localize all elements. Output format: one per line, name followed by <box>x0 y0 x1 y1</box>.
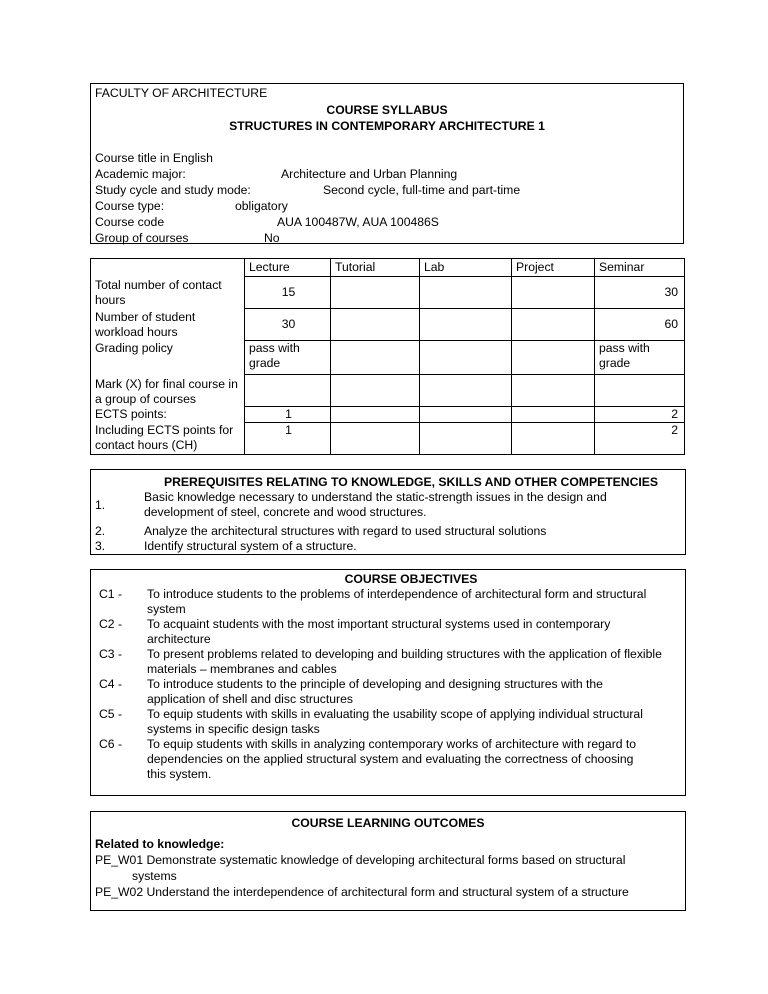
header-box <box>90 83 684 244</box>
course-title: STRUCTURES IN CONTEMPORARY ARCHITECTURE 1 <box>229 119 545 133</box>
objective-code: C3 - <box>99 647 123 661</box>
cell-lecture: 1 <box>245 423 331 455</box>
objective-text: To acquaint students with the most important structural systems used in contemporary architecture <box>147 617 611 646</box>
outcomes-box <box>90 811 686 911</box>
table-row <box>91 375 685 407</box>
outcomes-heading: COURSE LEARNING OUTCOMES <box>291 816 485 830</box>
info-label-code: Course code <box>95 215 165 229</box>
row-label: Mark (X) for final course in a group of courses <box>91 375 245 407</box>
cell-project <box>512 309 595 341</box>
cell-lab <box>420 407 512 423</box>
info-label-type: Course type: <box>95 199 165 213</box>
cell-project <box>512 423 595 455</box>
cell-tutorial <box>331 423 420 455</box>
objective-text: To introduce students to the principle of developing and designing structures with the application of shell and disc structures <box>147 677 603 706</box>
list-item <box>95 520 681 539</box>
list-item <box>95 587 683 617</box>
cell-project <box>512 277 595 309</box>
info-value-group: No <box>264 231 280 245</box>
column-header: Lab <box>420 259 512 277</box>
list-item <box>95 490 681 520</box>
cell-lab <box>420 277 512 309</box>
cell-lab <box>420 309 512 341</box>
cell-project <box>512 341 595 375</box>
table-row <box>91 407 685 423</box>
cell-project <box>512 375 595 407</box>
cell-seminar: 2 <box>595 407 685 423</box>
objective-text: To present problems related to developing and building structures with the application of flexible materials – membranes and cables <box>147 647 662 676</box>
list-item <box>95 737 683 782</box>
cell-lab <box>420 341 512 375</box>
item-number: 1. <box>95 498 106 512</box>
objective-code: C5 - <box>99 707 123 721</box>
list-item <box>95 707 683 737</box>
prerequisites-heading: PREREQUISITES RELATING TO KNOWLEDGE, SKILLS AND OTHER COMPETENCIES <box>163 475 659 489</box>
column-header: Seminar <box>595 259 685 277</box>
cell-lab <box>420 375 512 407</box>
objective-text: To equip students with skills in evaluating the usability scope of applying individual structural systems in specific design tasks <box>147 707 643 736</box>
table-row <box>91 341 685 375</box>
item-text: Basic knowledge necessary to understand the static-strength issues in the design and development of steel, concrete and wood structures. <box>144 490 607 519</box>
outcome-line: PE_W01 Demonstrate systematic knowledge of developing architectural forms based on structural <box>95 853 626 867</box>
cell-tutorial <box>331 341 420 375</box>
row-label: Number of student workload hours <box>91 309 245 341</box>
outcome-line: PE_W02 Understand the interdependence of architectural form and structural system of a structure <box>95 885 629 899</box>
cell-seminar: 30 <box>595 277 685 309</box>
list-item <box>95 677 683 707</box>
table-row <box>91 423 685 455</box>
table-row <box>91 277 685 309</box>
cell-tutorial <box>331 375 420 407</box>
cell-lecture: 1 <box>245 407 331 423</box>
info-value-cycle: Second cycle, full-time and part-time <box>323 183 521 197</box>
syllabus-title: COURSE SYLLABUS <box>326 103 448 117</box>
cell-project <box>512 407 595 423</box>
knowledge-subheading: Related to knowledge: <box>95 837 225 851</box>
objectives-box <box>90 569 686 796</box>
objectives-heading: COURSE OBJECTIVES <box>344 572 478 586</box>
info-label-cycle: Study cycle and study mode: <box>95 183 251 197</box>
cell-lecture: pass with grade <box>245 341 331 375</box>
cell-seminar: 2 <box>595 423 685 455</box>
row-label: Total number of contact hours <box>91 277 245 309</box>
cell-seminar: 60 <box>595 309 685 341</box>
prerequisites-box <box>90 469 686 555</box>
objective-text: To equip students with skills in analyzing contemporary works of architecture with regard to dependencies on the applied structural system and evaluating the correctness of choosing this system. <box>147 737 637 781</box>
info-value-major: Architecture and Urban Planning <box>281 167 458 181</box>
cell-lecture: 15 <box>245 277 331 309</box>
list-item <box>95 647 683 677</box>
objective-text: To introduce students to the problems of interdependence of architectural form and structural system <box>147 587 647 616</box>
info-label-title: Course title in English <box>95 151 213 165</box>
cell-tutorial <box>331 407 420 423</box>
outcome-line-continued: systems <box>132 869 177 883</box>
item-text: Identify structural system of a structure. <box>144 539 357 553</box>
cell-seminar <box>595 375 685 407</box>
table-header-row <box>91 259 685 277</box>
row-label: ECTS points: <box>91 407 245 423</box>
objective-code: C6 - <box>99 737 123 751</box>
table-row <box>91 309 685 341</box>
objective-code: C2 - <box>99 617 123 631</box>
cell-lecture <box>245 375 331 407</box>
info-value-type: obligatory <box>235 199 288 213</box>
row-label: Grading policy <box>91 341 245 375</box>
item-text: Analyze the architectural structures with regard to used structural solutions <box>144 524 547 538</box>
cell-tutorial <box>331 309 420 341</box>
cell-tutorial <box>331 277 420 309</box>
objective-code: C1 - <box>99 587 123 601</box>
info-value-code: AUA 100487W, AUA 100486S <box>277 215 439 229</box>
column-header: Tutorial <box>331 259 420 277</box>
hours-table <box>90 258 685 455</box>
item-number: 2. <box>95 524 106 538</box>
column-header: Lecture <box>245 259 331 277</box>
faculty-name: FACULTY OF ARCHITECTURE <box>95 86 268 100</box>
item-number: 3. <box>95 539 106 553</box>
info-label-major: Academic major: <box>95 167 186 181</box>
cell-lecture: 30 <box>245 309 331 341</box>
objective-code: C4 - <box>99 677 123 691</box>
row-label: Including ECTS points for contact hours (CH) <box>91 423 245 455</box>
list-item <box>95 539 681 554</box>
list-item <box>95 617 683 647</box>
cell-lab <box>420 423 512 455</box>
info-label-group: Group of courses <box>95 231 189 245</box>
header-empty-cell <box>91 259 245 277</box>
column-header: Project <box>512 259 595 277</box>
cell-seminar: pass with grade <box>595 341 685 375</box>
